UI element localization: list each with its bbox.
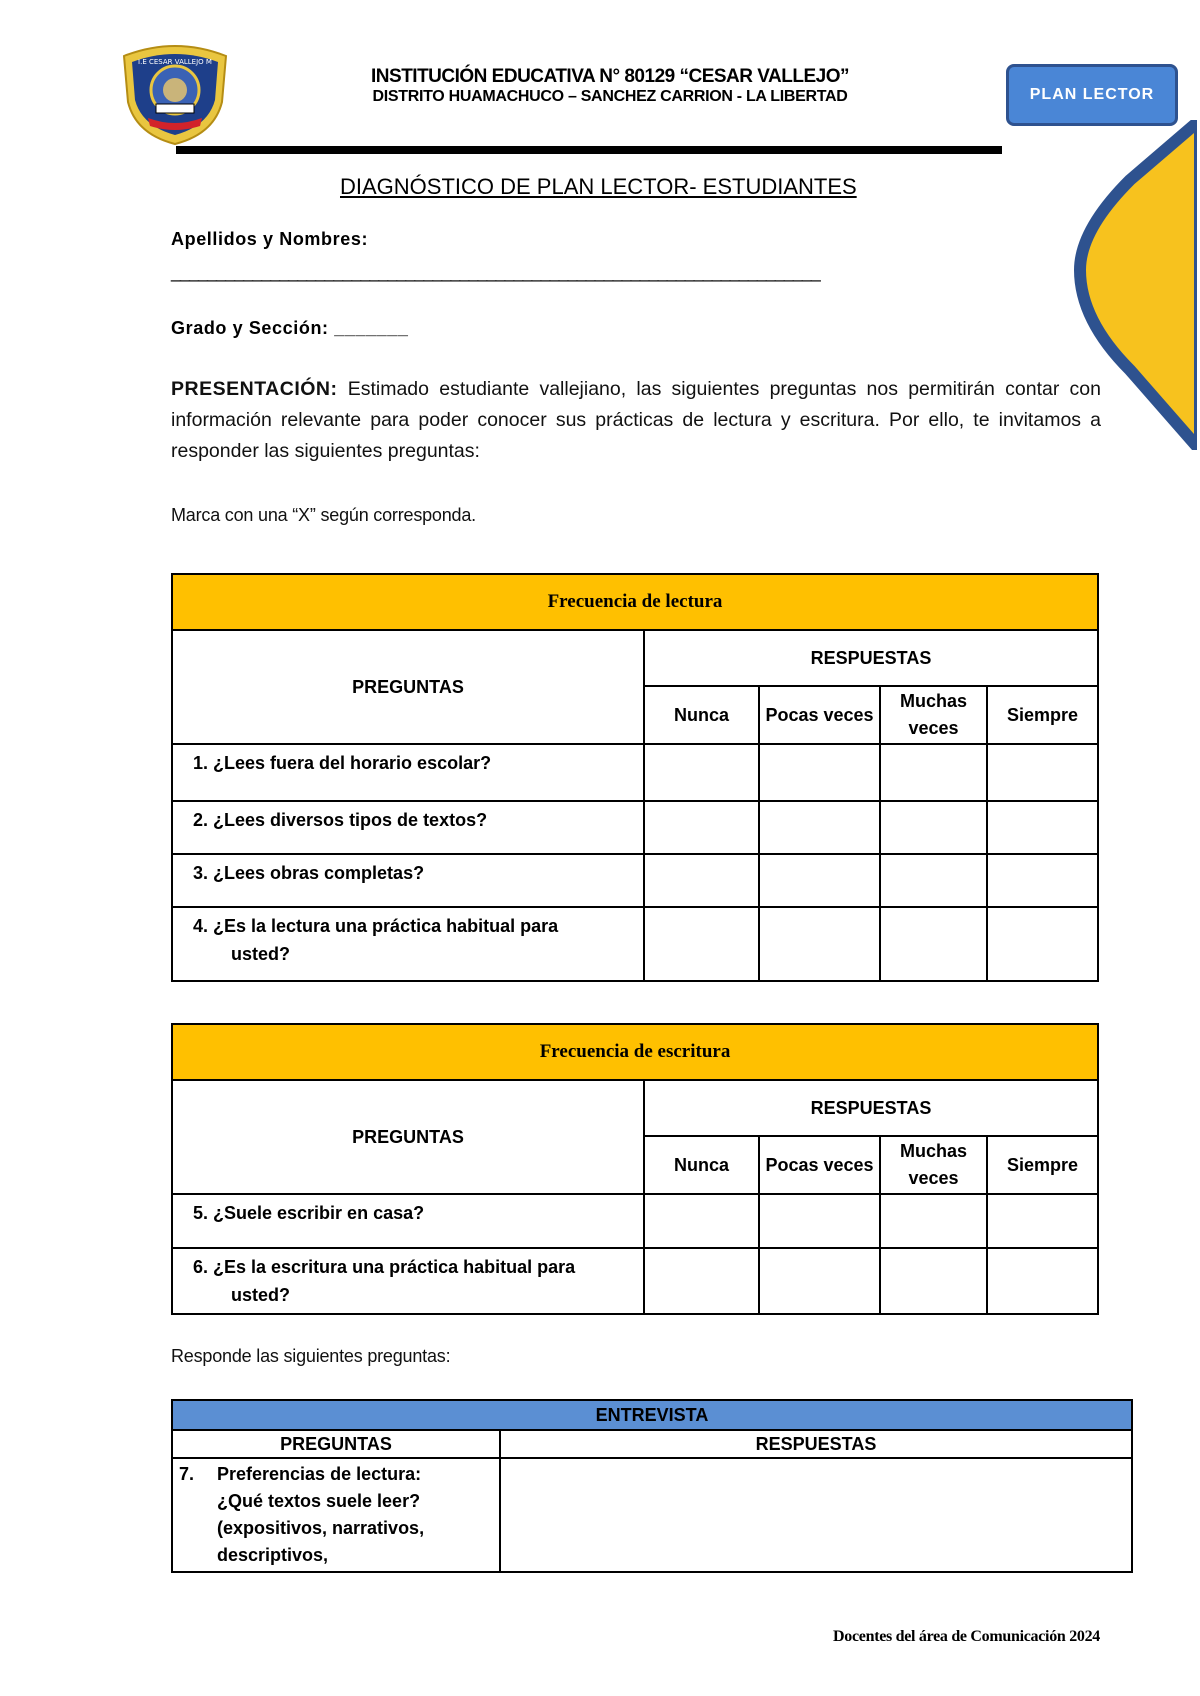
- grade-section-field[interactable]: Grado y Sección: _______: [171, 318, 409, 338]
- institution-district: DISTRITO HUAMACHUCO – SANCHEZ CARRION - LA LIBERTAD: [372, 88, 848, 105]
- document-title: DIAGNÓSTICO DE PLAN LECTOR- ESTUDIANTES: [340, 174, 857, 199]
- option-nunca: Nunca: [644, 1136, 759, 1194]
- institution-name: INSTITUCIÓN EDUCATIVA N° 80129 “CESAR VALLEJO”: [371, 66, 849, 87]
- table-row: [172, 1458, 1132, 1572]
- writing-answers-header: RESPUESTAS: [644, 1080, 1098, 1136]
- option-siempre: Siempre: [987, 686, 1098, 744]
- writing-table-caption: Frecuencia de escritura: [172, 1024, 1098, 1080]
- presentation-paragraph: [171, 374, 1101, 467]
- table-row: [172, 907, 1098, 981]
- reading-frequency-table: [171, 573, 1099, 982]
- presentation-text: Estimado estudiante vallejiano, las siguientes preguntas nos permitirán contar con información relevante para poder conocer sus prácticas de lectura y escritura. Por ello, te invitamos a responder las siguientes preguntas:: [171, 378, 1101, 462]
- question-2: 2. ¿Lees diversos tipos de textos?: [172, 801, 644, 854]
- answer-cell[interactable]: [880, 1194, 987, 1248]
- interview-answers-header: RESPUESTAS: [500, 1430, 1132, 1458]
- question-1: 1. ¿Lees fuera del horario escolar?: [172, 744, 644, 801]
- answer-cell[interactable]: [759, 744, 880, 801]
- option-muchas-veces: Muchas veces: [880, 686, 987, 744]
- school-crest-logo: [118, 42, 232, 146]
- question-4: 4. ¿Es la lectura una práctica habitual para usted?: [172, 907, 644, 981]
- interview-table: [171, 1399, 1133, 1573]
- header-divider-accent: [452, 144, 852, 146]
- table-row: [172, 854, 1098, 907]
- reading-answers-header: RESPUESTAS: [644, 630, 1098, 686]
- answer-cell[interactable]: [987, 854, 1098, 907]
- answer-cell[interactable]: [644, 854, 759, 907]
- table-row: [172, 1194, 1098, 1248]
- question-7: 7. Preferencias de lectura: ¿Qué textos suele leer? (expositivos, narrativos, descriptivos,: [172, 1458, 500, 1572]
- option-pocas-veces: Pocas veces: [759, 686, 880, 744]
- answer-cell[interactable]: [987, 801, 1098, 854]
- respond-instruction: Responde las siguientes preguntas:: [171, 1346, 451, 1366]
- answer-cell[interactable]: [644, 1248, 759, 1314]
- name-label: Apellidos y Nombres:: [171, 229, 369, 249]
- option-pocas-veces: Pocas veces: [759, 1136, 880, 1194]
- question-6: 6. ¿Es la escritura una práctica habitual para usted?: [172, 1248, 644, 1314]
- answer-cell[interactable]: [759, 801, 880, 854]
- answer-cell[interactable]: [880, 854, 987, 907]
- answer-cell[interactable]: [644, 1194, 759, 1248]
- answer-cell[interactable]: [987, 1194, 1098, 1248]
- interview-questions-header: PREGUNTAS: [172, 1430, 500, 1458]
- reading-questions-header: PREGUNTAS: [172, 630, 644, 744]
- presentation-label: PRESENTACIÓN:: [171, 378, 338, 400]
- option-siempre: Siempre: [987, 1136, 1098, 1194]
- logo-text: I.E CESAR VALLEJO M: [138, 58, 212, 66]
- answer-cell[interactable]: [880, 1248, 987, 1314]
- answer-cell[interactable]: [500, 1458, 1132, 1572]
- table-row: [172, 744, 1098, 801]
- question-5: 5. ¿Suele escribir en casa?: [172, 1194, 644, 1248]
- option-nunca: Nunca: [644, 686, 759, 744]
- answer-cell[interactable]: [880, 907, 987, 981]
- header-divider: [176, 146, 1002, 154]
- answer-cell[interactable]: [880, 801, 987, 854]
- reading-table-caption: Frecuencia de lectura: [172, 574, 1098, 630]
- answer-cell[interactable]: [987, 744, 1098, 801]
- option-muchas-veces: Muchas veces: [880, 1136, 987, 1194]
- answer-cell[interactable]: [644, 907, 759, 981]
- answer-cell[interactable]: [880, 744, 987, 801]
- answer-cell[interactable]: [759, 907, 880, 981]
- answer-cell[interactable]: [759, 854, 880, 907]
- answer-cell[interactable]: [759, 1194, 880, 1248]
- table-row: [172, 1248, 1098, 1314]
- name-field[interactable]: ________________________________________________________________________: [171, 262, 820, 282]
- question-3: 3. ¿Lees obras completas?: [172, 854, 644, 907]
- answer-cell[interactable]: [987, 907, 1098, 981]
- plan-lector-badge: PLAN LECTOR: [1006, 64, 1178, 126]
- writing-questions-header: PREGUNTAS: [172, 1080, 644, 1194]
- table-row: [172, 801, 1098, 854]
- footer-credit: Docentes del área de Comunicación 2024: [833, 1628, 1100, 1645]
- answer-cell[interactable]: [644, 744, 759, 801]
- mark-instruction: Marca con una “X” según corresponda.: [171, 505, 476, 525]
- answer-cell[interactable]: [759, 1248, 880, 1314]
- answer-cell[interactable]: [644, 801, 759, 854]
- answer-cell[interactable]: [987, 1248, 1098, 1314]
- interview-caption: ENTREVISTA: [172, 1400, 1132, 1430]
- writing-frequency-table: [171, 1023, 1099, 1315]
